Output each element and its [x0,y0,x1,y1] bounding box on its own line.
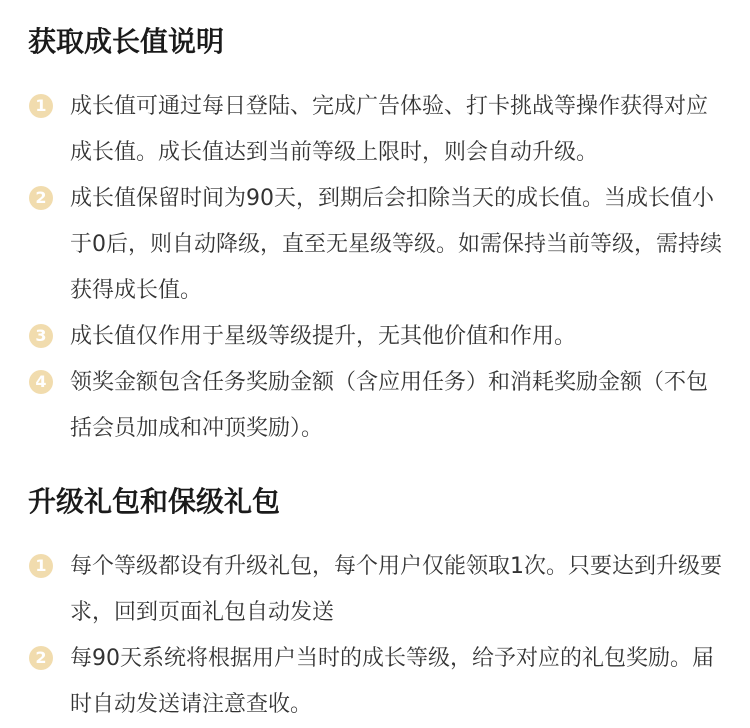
rule-text: 成长值保留时间为90天，到期后会扣除当天的成长值。当成长值小于0后，则自动降级，直至无星级等级。如需保持当前等级，需持续获得成长值。 [70,186,722,303]
list-item [28,636,722,728]
rule-text: 领奖金额包含任务奖励金额（含应用任务）和消耗奖励金额（不包括会员加成和冲顶奖励）。 [70,370,709,441]
number-badge: 1 [29,554,53,578]
number-badge: 3 [29,324,53,348]
number-badge: 4 [29,370,53,394]
number-badge: 2 [29,646,53,670]
number-badge: 2 [29,186,53,210]
rule-text: 每个等级都设有升级礼包，每个用户仅能领取1次。只要达到升级要求，回到页面礼包自动发送 [70,554,722,625]
list-item [28,84,722,176]
section-title-gift: 升级礼包和保级礼包 [28,485,281,518]
rule-text: 每90天系统将根据用户当时的成长等级，给予对应的礼包奖励。届时自动发送请注意查收。 [70,646,714,717]
list-item [28,314,722,360]
number-badge: 1 [29,94,53,118]
growth-rules-list [28,84,722,452]
list-item [28,176,722,314]
gift-rules-list [28,544,722,728]
section-title-growth: 获取成长值说明 [28,25,225,58]
rule-text: 成长值仅作用于星级等级提升，无其他价值和作用。 [70,324,577,349]
list-item [28,360,722,452]
rule-text: 成长值可通过每日登陆、完成广告体验、打卡挑战等操作获得对应成长值。成长值达到当前等级上限时，则会自动升级。 [70,94,709,165]
list-item [28,544,722,636]
